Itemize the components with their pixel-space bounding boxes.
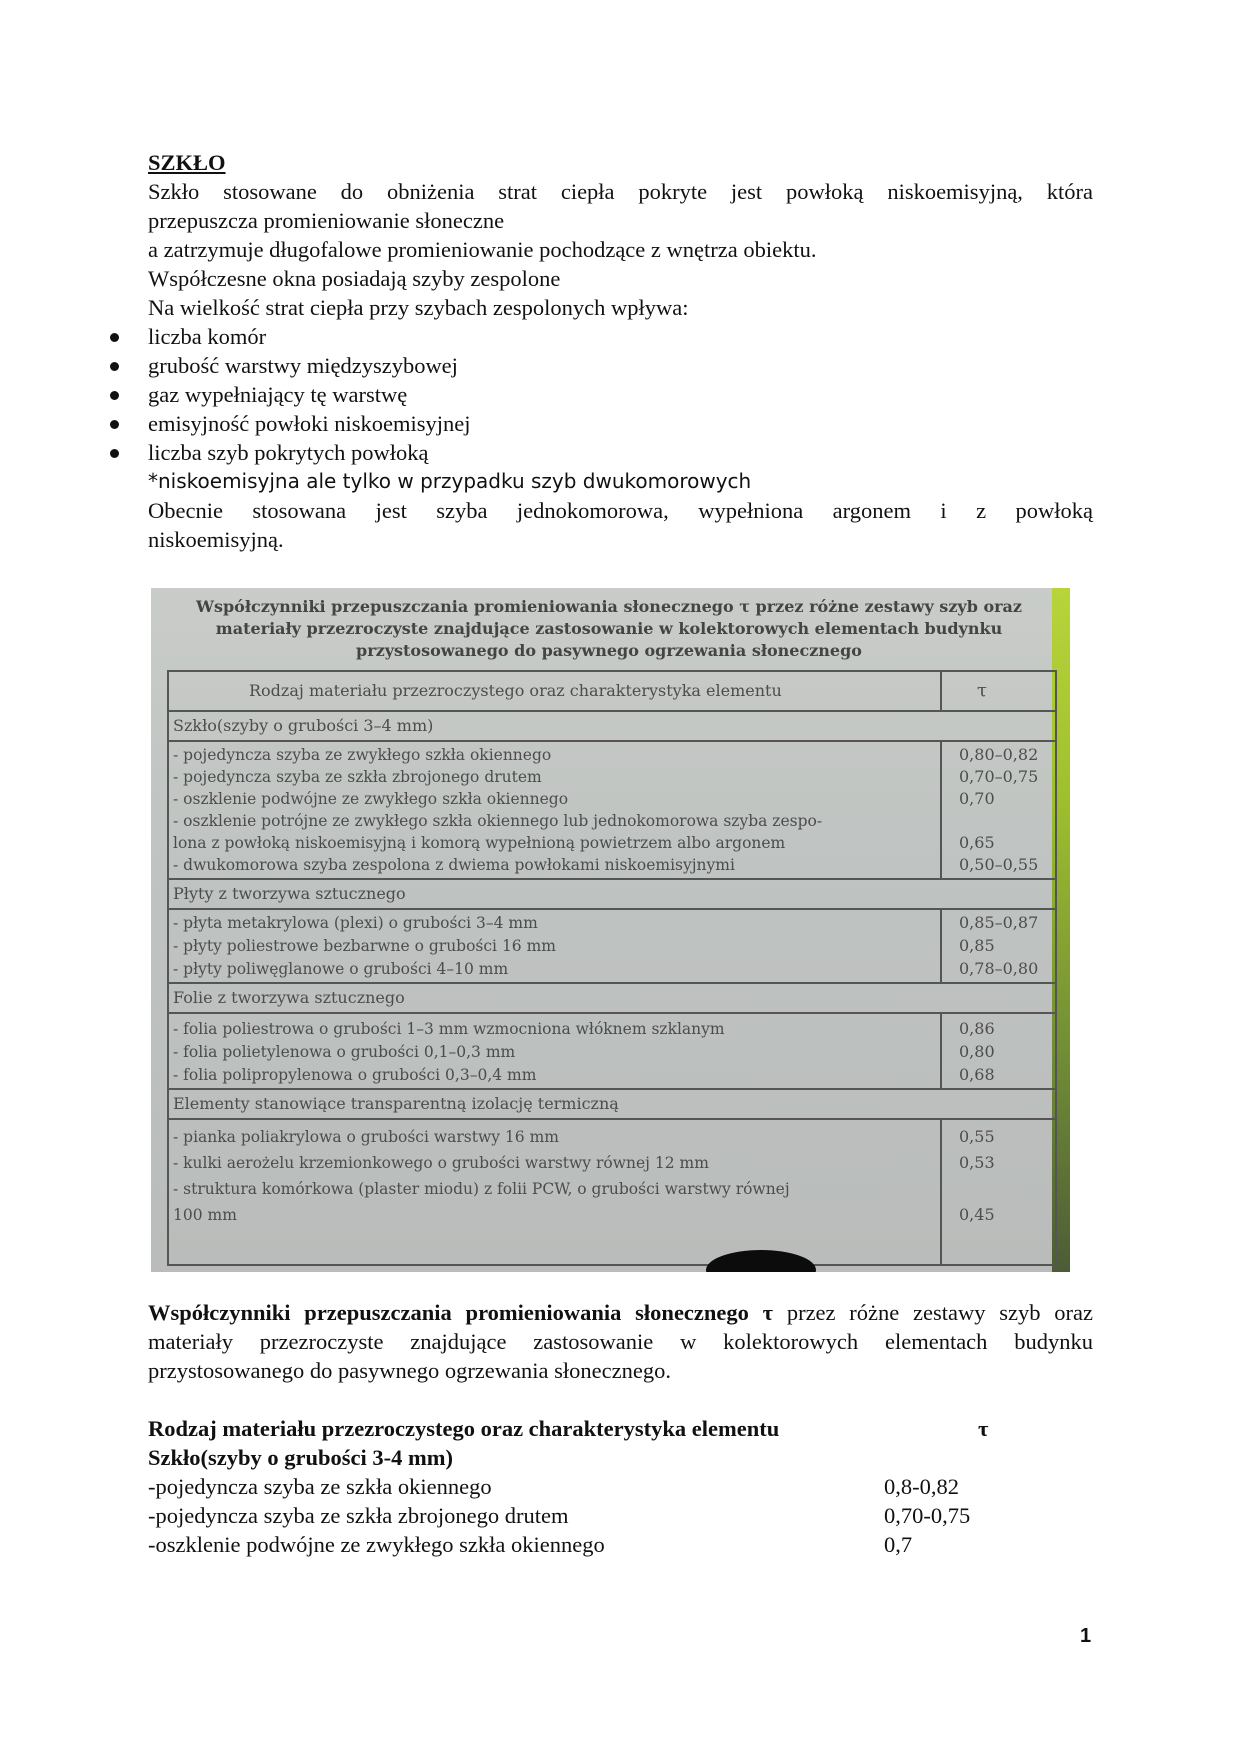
photo-section: Szkło(szyby o grubości 3–4 mm) (169, 712, 1055, 742)
photo-table (167, 670, 1057, 1266)
table-row: -pojedyncza szyba ze szkła okiennego 0,8-0,82 (148, 1474, 959, 1499)
photo-col1-header: Rodzaj materiału przezroczystego oraz charakterystyka elementu (249, 681, 782, 700)
transcribed-caption: Współczynniki przepuszczania promieniowania słonecznego τ przez różne zestawy szyb oraz materiały przezroczyste znajdujące zastosowanie w kolektorowych elementach budynku przystosowanego do pasywnego ogrzewania słonecznego. (148, 1300, 1094, 1383)
list-item: emisyjność powłoki niskoemisyjnej (148, 409, 1093, 438)
table-photo (151, 588, 1070, 1272)
intro-paragraph-2: a zatrzymuje długofalowe promieniowanie pochodzące z wnętrza obiektu. (148, 237, 817, 262)
table-section-row: Szkło(szyby o grubości 3-4 mm) (148, 1445, 453, 1470)
photo-section: Płyty z tworzywa sztucznego (169, 880, 1055, 910)
table-row: -oszklenie podwójne ze zwykłego szkła okiennego 0,7 (148, 1532, 913, 1557)
photo-table-header (169, 672, 1055, 712)
page-number: 1 (1080, 1625, 1092, 1647)
factor-list (148, 322, 1093, 467)
photo-items: - pojedyncza szyba ze zwykłego szkła okiennego - pojedyncza szyba ze szkła zbrojonego drutem - oszklenie podwójne ze zwykłego szkła okiennego - oszklenie potrójne ze zwykłego szkła okiennego lub jednokomorowa szyba zespo- lona z powłoką niskoemisyjną i komorą wypełnioną powietrzem albo argonem - dwukomorowa szyba zespolona z dwiema powłokami niskoemisyjnymi 0,80–0,82 0,70–0,75 0,70 0,65 0,50–0,55 (169, 742, 1055, 880)
photo-items: - folia poliestrowa o grubości 1–3 mm wzmocniona włóknem szklanym - folia polietylenowa o grubości 0,1–0,3 mm - folia polipropylenowa o grubości 0,3–0,4 mm 0,86 0,80 0,68 (169, 1014, 1055, 1090)
table-row: -pojedyncza szyba ze szkła zbrojonego drutem 0,70-0,75 (148, 1503, 971, 1528)
list-item: liczba szyb pokrytych powłoką (148, 438, 1093, 467)
table-header-row: Rodzaj materiału przezroczystego oraz charakterystyka elementu τ (148, 1416, 989, 1441)
bullet-icon (110, 420, 119, 429)
photo-section: Elementy stanowiące transparentną izolację termiczną (169, 1090, 1055, 1120)
list-item: grubość warstwy międzyszybowej (148, 351, 1093, 380)
list-item: gaz wypełniający tę warstwę (148, 380, 1093, 409)
footnote: *niskoemisyjna ale tylko w przypadku szyb dwukomorowych (148, 469, 752, 493)
closing-line-1: Obecnie stosowana jest szyba jednokomorowa, wypełniona argonem i z powłoką (148, 498, 1093, 523)
list-item: liczba komór (148, 322, 1093, 351)
closing-line-2: niskoemisyjną. (148, 527, 284, 552)
photo-col2-header: τ (977, 680, 987, 701)
photo-section: Folie z tworzywa sztucznego (169, 984, 1055, 1014)
intro-paragraph-1b: przepuszcza promieniowanie słoneczne (148, 208, 505, 233)
photo-items: - pianka poliakrylowa o grubości warstwy 16 mm - kulki aerożelu krzemionkowego o grubości warstwy równej 12 mm - struktura komórkowa (plaster miodu) z folii PCW, o grubości warstwy równej 100 mm 0,55 0,53 0,45 (173, 1127, 995, 1224)
bullet-icon (110, 391, 119, 400)
bullet-icon (110, 333, 119, 342)
bullet-icon (110, 449, 119, 458)
intro-paragraph-3: Współczesne okna posiadają szyby zespolone (148, 266, 561, 291)
intro-paragraph-4: Na wielkość strat ciepła przy szybach zespolonych wpływa: (148, 295, 689, 320)
intro-paragraph-1: Szkło stosowane do obniżenia strat ciepła pokryte jest powłoką niskoemisyjną, która (148, 179, 1093, 204)
photo-items: - płyta metakrylowa (plexi) o grubości 3–4 mm - płyty poliestrowe bezbarwne o grubości 16 mm - płyty poliwęglanowe o grubości 4–10 mm 0,85–0,87 0,85 0,78–0,80 (169, 910, 1055, 984)
heading: SZKŁO (148, 150, 226, 175)
bullet-icon (110, 362, 119, 371)
intro-section (148, 148, 1093, 554)
photo-table-title: Współczynniki przepuszczania promieniowania słonecznego τ przez różne zestawy szyb oraz materiały przezroczyste znajdujące zastosowanie w kolektorowych elementach budynku przystosowanego do pasywnego ogrzewania słonecznego (195, 597, 1023, 660)
transcribed-table (148, 1298, 1093, 1559)
